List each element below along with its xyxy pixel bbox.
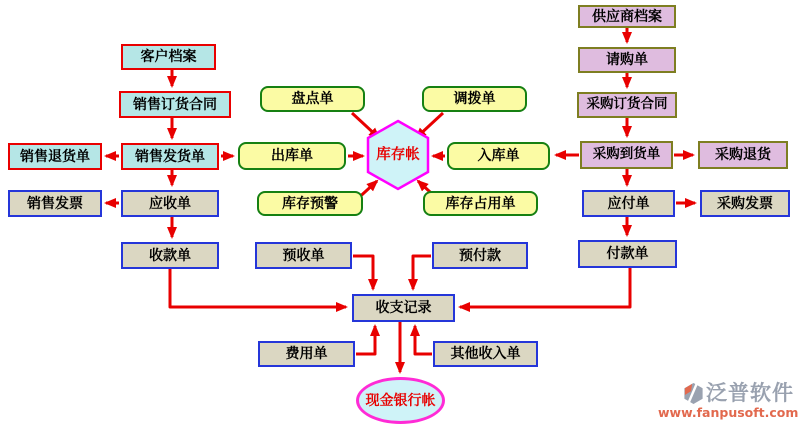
node-advance-receipt: 预收单 (255, 242, 352, 269)
node-receipt: 收款单 (121, 242, 219, 269)
fanpu-logo-url: www.fanpusoft.com (658, 405, 799, 420)
node-cash-bank-account: 现金银行帐 (356, 377, 445, 424)
node-supplier-file: 供应商档案 (578, 5, 676, 28)
node-stocktake: 盘点单 (260, 86, 365, 112)
node-payment: 付款单 (578, 240, 677, 268)
node-purchase-invoice: 采购发票 (700, 190, 790, 217)
node-stock-occupy: 库存占用单 (423, 191, 538, 216)
node-purchase-request: 请购单 (578, 47, 676, 73)
node-stock-warning: 库存预警 (257, 191, 363, 216)
node-transfer: 调拨单 (422, 86, 527, 112)
fanpu-logo-icon (682, 382, 705, 405)
node-inbound: 入库单 (447, 142, 550, 170)
node-purchase-arrival: 采购到货单 (580, 141, 673, 169)
arrow-payment-to-record (460, 268, 630, 307)
node-advance-payment: 预付款 (432, 242, 528, 269)
node-expense: 费用单 (258, 341, 355, 367)
node-inventory-account: 库存帐 (376, 147, 420, 163)
node-other-income: 其他收入单 (433, 341, 538, 367)
arrow-otherincome-to-record (415, 326, 432, 354)
node-purchase-order-contract: 采购订货合同 (577, 92, 677, 118)
node-sales-order-contract: 销售订货合同 (119, 91, 231, 118)
node-outbound: 出库单 (238, 142, 346, 170)
fanpu-logo-brand: 泛普软件 (706, 381, 794, 405)
arrow-advpayment-to-record (413, 256, 431, 289)
node-sales-invoice: 销售发票 (8, 190, 102, 217)
arrow-advreceipt-to-record (353, 256, 373, 289)
node-receivable: 应收单 (121, 190, 219, 217)
node-payable: 应付单 (582, 190, 675, 217)
arrow-receipt-to-record (170, 269, 346, 307)
node-sales-return: 销售退货单 (8, 143, 102, 170)
fanpu-logo (658, 381, 799, 420)
node-customer-file: 客户档案 (121, 44, 216, 70)
arrow-expense-to-record (356, 326, 375, 354)
node-income-expense-record: 收支记录 (352, 294, 455, 322)
node-sales-delivery: 销售发货单 (121, 143, 219, 170)
node-purchase-return: 采购退货 (698, 141, 788, 169)
